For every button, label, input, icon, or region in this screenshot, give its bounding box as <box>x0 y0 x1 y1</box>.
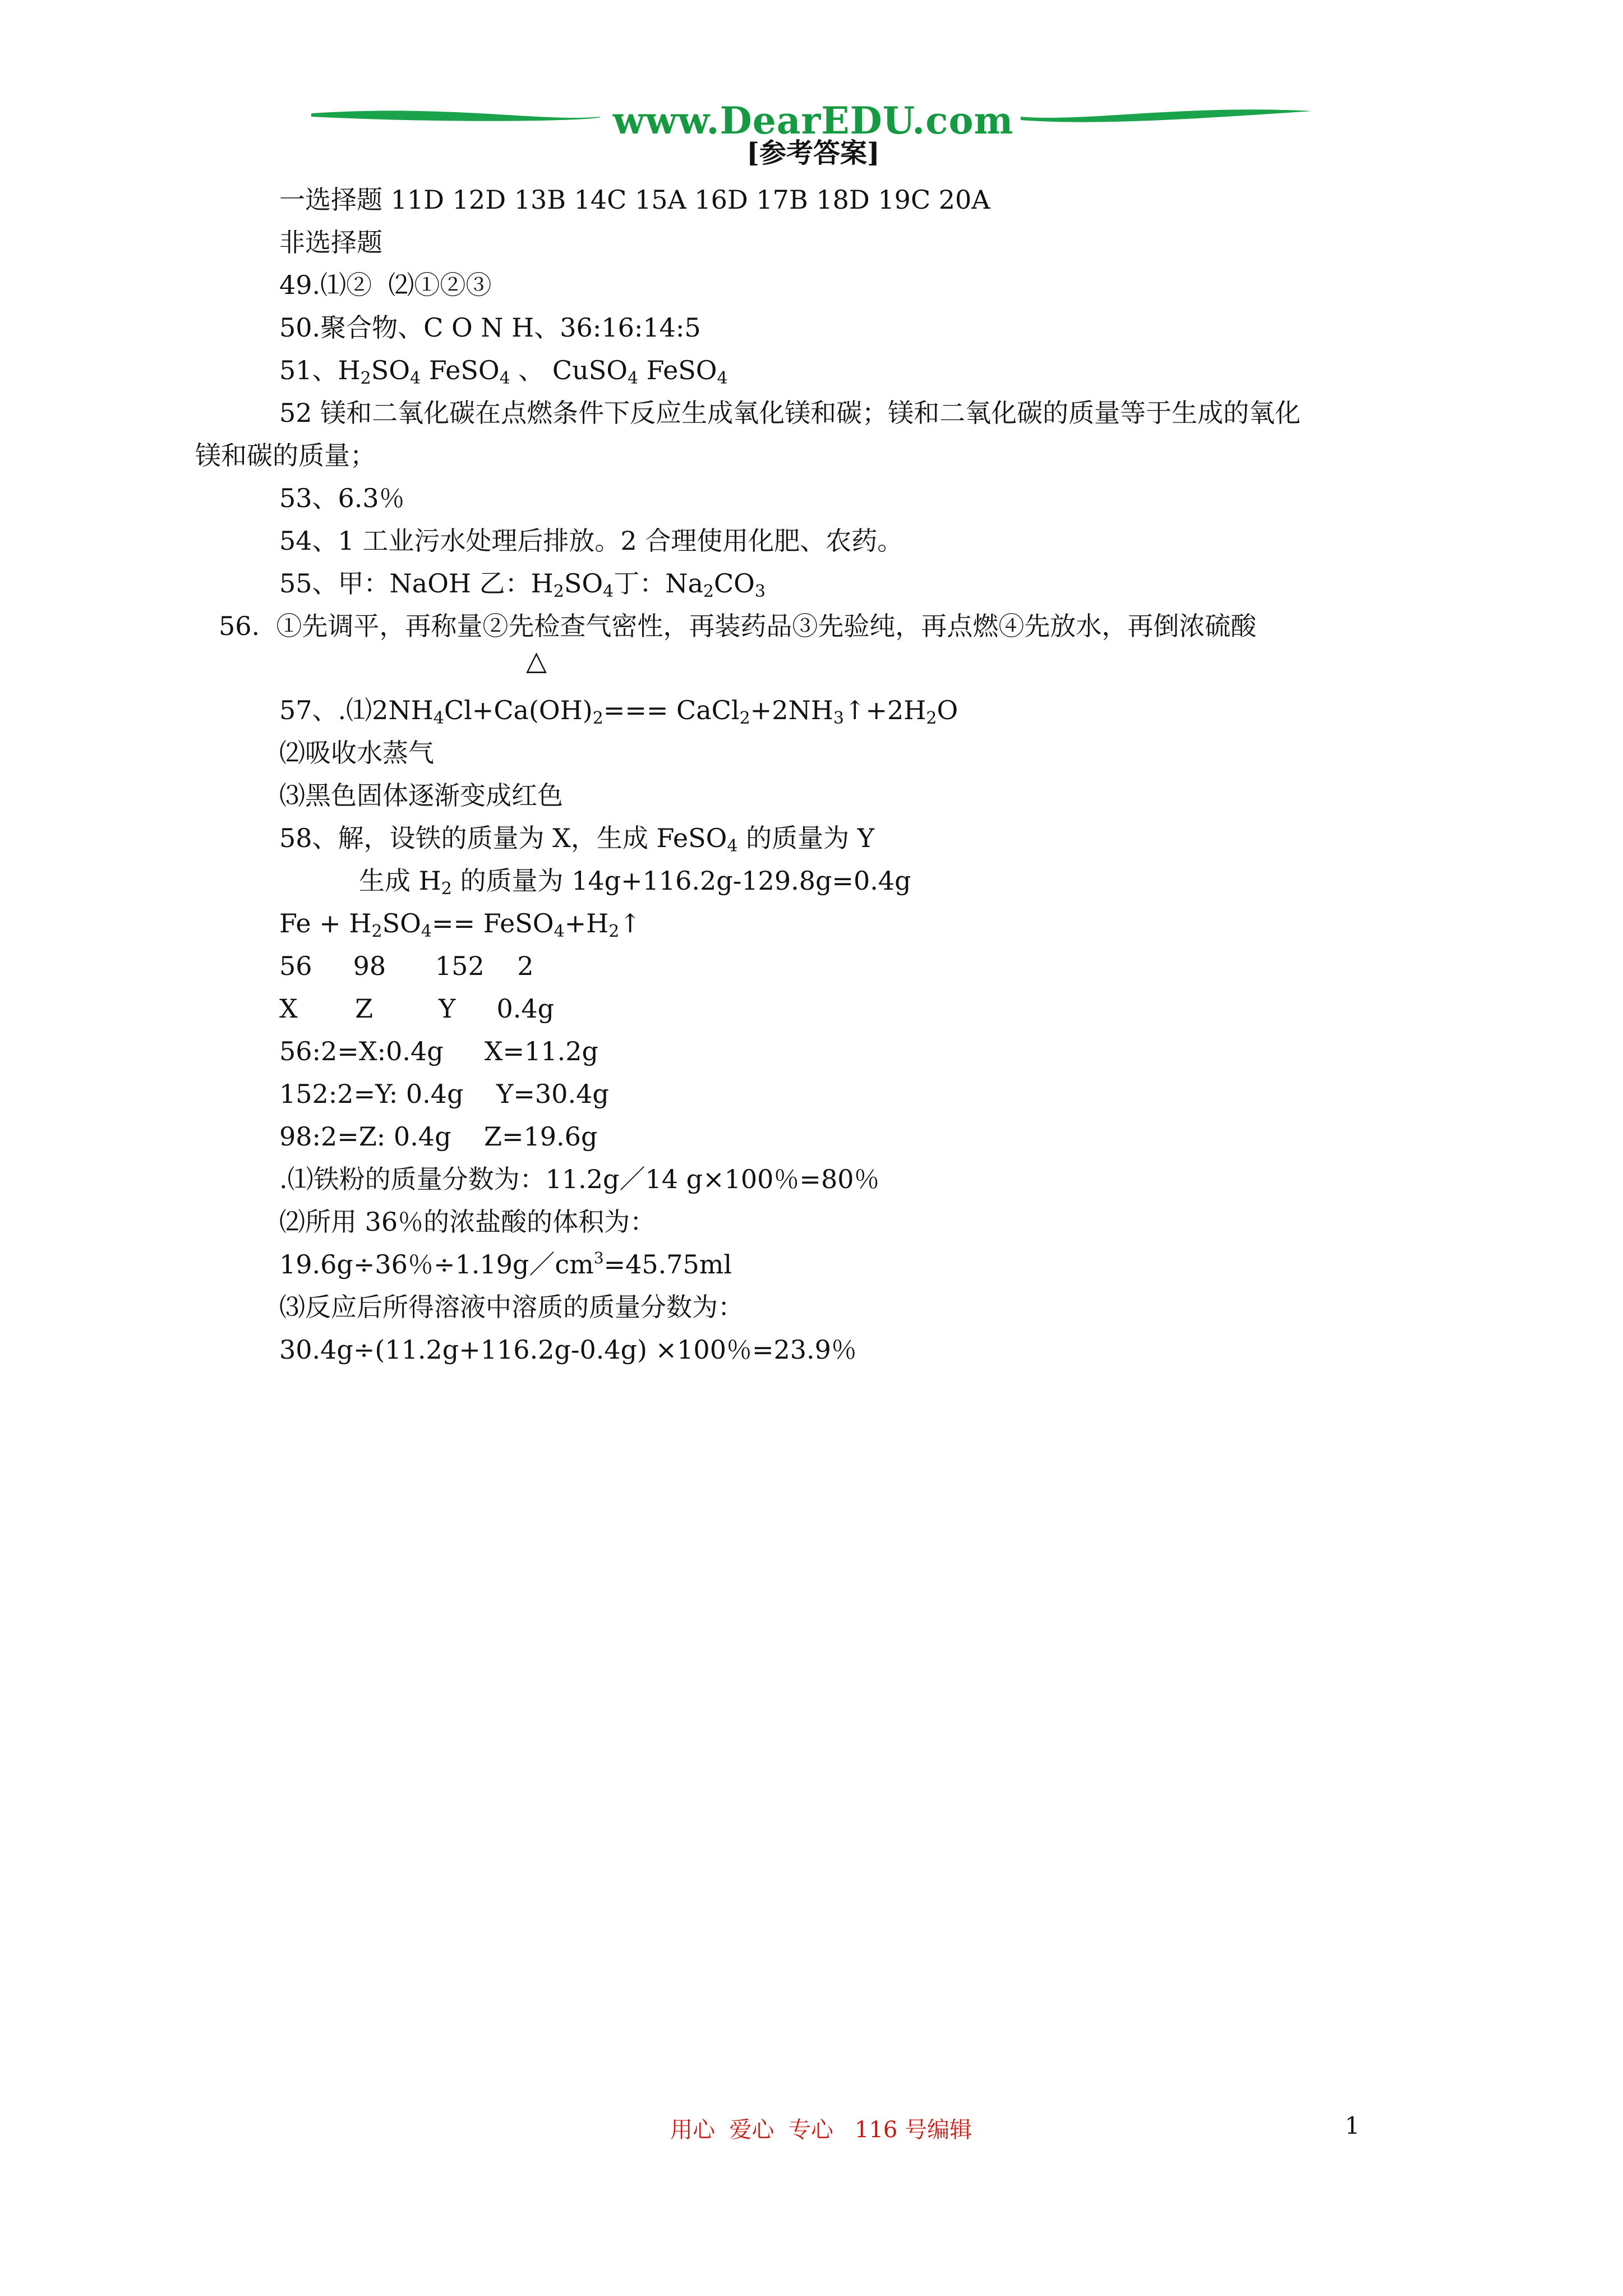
footer-text: 用心 爱心 专心 116 号编辑 <box>670 2117 972 2143</box>
result-3: ⑶反应后所得溶液中溶质的质量分数为： <box>279 1292 744 1322</box>
answer-51: 51、$H_2SO_4$ FeSO$_4$ 、 CuSO$_4$ FeSO$_4$ <box>279 355 728 388</box>
answer-50: 50.聚合物、C O N H、36:16:14:5 <box>279 312 701 343</box>
calc-x: 56:2=X:0.4g X=11.2g <box>279 1036 598 1066</box>
choice-answers: 一选择题 11D 12D 13B 14C 15A 16D 17B 18D 19C 20A <box>279 185 990 215</box>
answer-title: [参考答案] <box>746 137 880 169</box>
molar-mass-row: 56 98 152 2 <box>279 951 534 981</box>
answer-58-hydrogen: 生成 $H_2$ 的质量为 14g+116.2g-129.8g=0.4g <box>359 866 911 899</box>
page-number: 1 <box>1345 2112 1360 2139</box>
nonchoice-heading: 非选择题 <box>279 227 382 257</box>
heat-triangle-icon: △ <box>526 645 547 677</box>
answer-53: 53、6.3％ <box>279 483 405 513</box>
answer-57-part2: ⑵吸收水蒸气 <box>279 738 434 768</box>
site-logo-text: www.DearEDU.com <box>612 99 1014 142</box>
result-2: ⑵所用 36％的浓盐酸的体积为： <box>279 1207 656 1237</box>
answer-57-equation: 57、$.⑴2NH_4Cl+Ca(OH)_2===$ $CaCl_2+2NH_3↑+2H_2O$ <box>279 695 958 728</box>
calc-z: 98:2=Z: 0.4g Z=19.6g <box>279 1121 598 1152</box>
answer-54: 54、1 工业污水处理后排放。2 合理使用化肥、农药。 <box>279 526 903 556</box>
calc-y: 152:2=Y: 0.4g Y=30.4g <box>279 1079 609 1109</box>
answer-56: 56. ①先调平，再称量②先检查气密性，再装药品③先验纯，再点燃④先放水，再倒浓硫酸 <box>219 611 1257 641</box>
answer-58-setup: 58、解，设铁的质量为 X，生成 FeSO$_4$ 的质量为 Y <box>279 823 875 856</box>
result-1: .⑴铁粉的质量分数为：11.2g／14 g×100％=80％ <box>279 1164 880 1194</box>
answer-52-line1: 52 镁和二氧化碳在点燃条件下反应生成氧化镁和碳；镁和二氧化碳的质量等于生成的氧化 <box>279 398 1301 428</box>
result-2-value: 19.6g÷36％$\div 1.19g/cm^3=45.75ml$ <box>279 1249 732 1280</box>
answer-58-equation: $Fe + H_2SO_4==$ $FeSO_4+H_2↑$ <box>279 908 641 941</box>
answer-55: 55、甲：NaOH 乙：$H_2SO_4$丁：$Na_2CO_3$ <box>279 568 766 601</box>
answer-52-line2: 镁和碳的质量； <box>195 440 376 471</box>
answer-49: 49.⑴② ⑵①②③ <box>279 270 492 300</box>
result-3-value: 30.4g÷(11.2g+116.2g-0.4g) ×100％=23.9％ <box>279 1335 857 1365</box>
variable-row: X Z Y 0.4g <box>279 993 555 1024</box>
answer-57-part3: ⑶黑色固体逐渐变成红色 <box>279 780 563 811</box>
